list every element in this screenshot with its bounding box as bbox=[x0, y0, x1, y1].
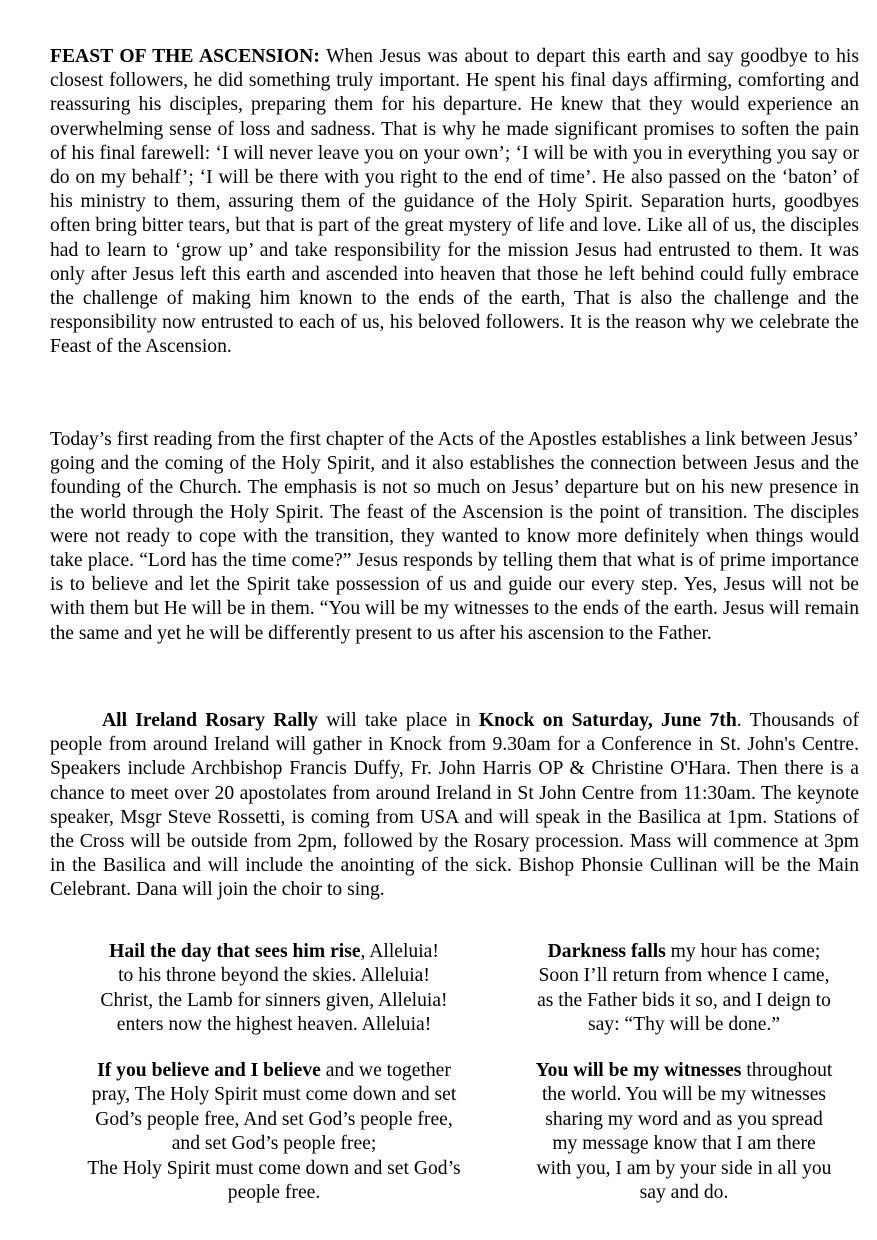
hymn-line: Soon I’ll return from whence I came, bbox=[538, 965, 830, 987]
hymn-line: pray, The Holy Spirit must come down and set bbox=[91, 1084, 457, 1106]
hymn-line: people free. bbox=[227, 1182, 321, 1204]
hymn-line: say and do. bbox=[639, 1182, 729, 1204]
rally-text-2: . Thousands of people from around Ireland will gather in Knock from 9.30am for a Conference in St. John's Centre. Speakers include Archbishop Francis Duffy, Fr. John Harris OP & Christine O'Hara. Then there is a chance to meet over 20 apostolates from around Ireland in St John Centre from 11:30am. The keynote speaker, Msgr Steve Rossetti, is coming from USA and will speak in the Basilica at 1pm. Stations of the Cross will be outside from 2pm, followed by the Rosary procession. Mass will commence at 3pm in the Basilica and will include the anointing of the sick. Bishop Phonsie Cullinan will be the Main Celebrant. Dana will join the choir to sing. bbox=[50, 710, 859, 901]
hymn-line: sharing my word and as you spread bbox=[545, 1108, 823, 1130]
hymn-line: The Holy Spirit must come down and set God’s bbox=[87, 1157, 461, 1179]
hymn-line: as the Father bids it so, and I deign to bbox=[537, 989, 831, 1011]
hymn-title: Hail the day that sees him rise bbox=[109, 941, 361, 962]
hymn-line: Christ, the Lamb for sinners given, Alleluia! bbox=[100, 989, 448, 1011]
hymn-line: and we together bbox=[320, 1060, 451, 1081]
hymn-darkness-falls bbox=[506, 940, 862, 1038]
hymn-line: with you, I am by your side in all you bbox=[536, 1157, 832, 1179]
reading-text: Today’s first reading from the first chapter of the Acts of the Apostles establishes a link between Jesus’ going and the coming of the Holy Spirit, and it also establishes the connection between Jesus and the founding of the Church. The emphasis is not so much on Jesus’ departure but on his new presence in the world through the Holy Spirit. The feast of the Ascension is the point of transition. The disciples were not ready to cope with the transition, they wanted to know more definitely when things would take place. “Lord has the time come?” Jesus responds by telling them that what is of prime importance is to believe and let the Spirit take possession of us and guide our every step. Yes, Jesus will not be with them but He will be in them. “You will be my witnesses to the ends of the earth. Jesus will remain the same and yet he will be differently present to us after his ascension to the Father. bbox=[50, 429, 859, 644]
rosary-rally-paragraph bbox=[50, 709, 859, 903]
hymn-if-you-believe bbox=[40, 1059, 508, 1205]
ascension-heading: FEAST OF THE ASCENSION: bbox=[50, 46, 320, 67]
rally-text-1: will take place in bbox=[317, 710, 479, 731]
hymn-title: Darkness falls bbox=[547, 941, 666, 962]
hymn-line: throughout bbox=[741, 1060, 833, 1081]
hymn-line: and set God’s people free; bbox=[171, 1133, 377, 1155]
hymn-line: say: “Thy will be done.” bbox=[587, 1014, 781, 1036]
hymn-line: my message know that I am there bbox=[552, 1133, 816, 1155]
rally-location-date: Knock on Saturday, June 7th bbox=[478, 710, 737, 731]
hymn-title: You will be my witnesses bbox=[535, 1060, 742, 1081]
reading-paragraph bbox=[50, 428, 859, 646]
hymn-line: enters now the highest heaven. Alleluia! bbox=[116, 1014, 432, 1036]
hymn-title: If you believe and I believe bbox=[97, 1060, 321, 1081]
rally-title: All Ireland Rosary Rally bbox=[102, 710, 318, 731]
hymn-line: God’s people free, And set God’s people free, bbox=[95, 1108, 453, 1130]
hymn-line: the world. You will be my witnesses bbox=[541, 1084, 827, 1106]
hymn-line: my hour has come; bbox=[665, 941, 821, 962]
ascension-text: When Jesus was about to depart this earth and say goodbye to his closest followers, he did something truly important. He spent his final days affirming, comforting and reassuring his disciples, preparing them for his departure. He knew that they would experience an overwhelming sense of loss and sadness. That is why he made significant promises to soften the pain of his final farewell: ‘I will never leave you on your own’; ‘I will be with you in everything you say or do on my behalf’; ‘I will be there with you right to the end of time’. He also passed on the ‘baton’ of his ministry to them, assuring them of the guidance of the Holy Spirit. Separation hurts, goodbyes often bring bitter tears, but that is part of the great mystery of life and love. Like all of us, the disciples had to learn to ‘grow up’ and take responsibility for the mission Jesus had entrusted to them. It was only after Jesus left this earth and ascended into heaven that those he left behind could fully embrace the challenge of making him known to the ends of the earth, That is also the challenge and the responsibility now entrusted to each of us, his beloved followers. It is the reason why we celebrate the Feast of the Ascension. bbox=[50, 46, 859, 358]
hymn-you-will-be-my-witnesses bbox=[506, 1059, 862, 1205]
ascension-paragraph bbox=[50, 45, 859, 360]
hymn-hail-the-day bbox=[40, 940, 508, 1038]
hymn-line: , Alleluia! bbox=[360, 941, 439, 962]
hymn-line: to his throne beyond the skies. Alleluia! bbox=[118, 965, 430, 987]
